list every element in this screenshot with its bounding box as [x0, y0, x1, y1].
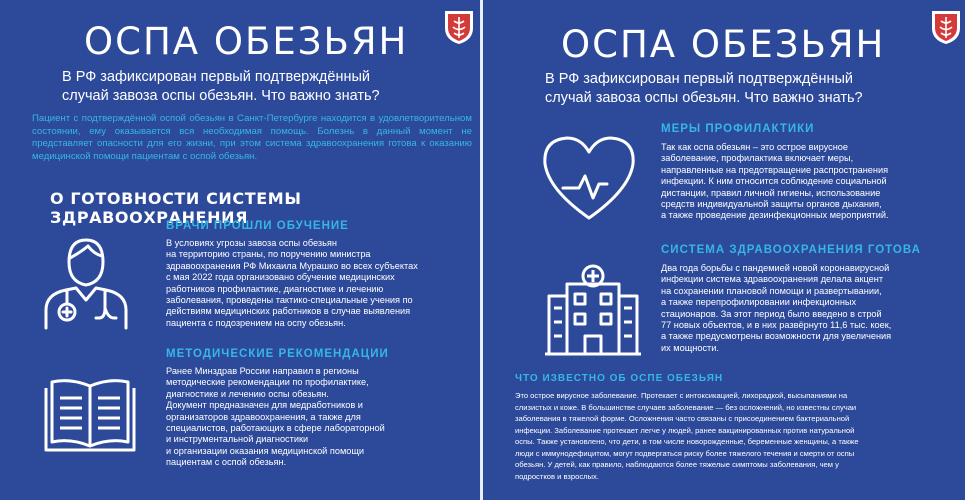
right-subtitle: В РФ зафиксирован первый подтверждённый случай завоза оспы обезьян. Что важно знать?: [545, 71, 863, 106]
ministry-emblem-icon: [441, 8, 477, 46]
prevention-text: Так как оспа обезьян – это острое вирусное заболевание, профилактика включает меры, направленные на предотвращение распространения инфекции. К ним относится соблюдение социальной дистанции, правил личной гигиены, использование средств индивидуальной защиты органов дыхания, а также проведение дезинфекционных мероприятий.: [661, 142, 889, 221]
heart-pulse-icon: [541, 132, 637, 224]
guidelines-heading: МЕТОДИЧЕСКИЕ РЕКОМЕНДАЦИИ: [166, 348, 389, 360]
known-heading: ЧТО ИЗВЕСТНО ОБ ОСПЕ ОБЕЗЬЯН: [515, 373, 724, 384]
doctor-icon: [36, 232, 136, 332]
known-text: Это острое вирусное заболевание. Протекает с интоксикацией, лихорадкой, высыпаниями на слизистых и коже. В большинстве случаев заболевание — без осложнений, но известны случаи заболевания в тяжелой форме. Осложнения часто связаны с присоединением бактериальной инфекции. Заболевание протекает легче у людей, ранее вакцинированных против натуральной оспы. Также установлено, что дети, в том числе новорожденные, беременные женщины, а также люди с иммунодефицитом, могут подвергаться риску более тяжелого течения и смерти от оспы обезьян. У детей, как правило, наблюдаются более тяжелые симптомы заболевания, чем у подростков и взрослых.: [515, 391, 859, 481]
left-panel: [0, 0, 480, 500]
system-text: Два года борьбы с пандемией новой коронавирусной инфекции система здравоохранения делала акцент на сохранении плановой помощи и развертывании, а также перепрофилировании инфекционных стационаров. За этот период было введено в строй 77 новых объектов, и в них развёрнуто 11,6 тыс. коек, а также предусмотрены возможности для увеличения их мощности.: [661, 263, 892, 353]
section-title: О ГОТОВНОСТИ СИСТЕМЫ ЗДРАВООХРАНЕНИЯ: [50, 189, 302, 227]
hospital-icon: [543, 262, 643, 358]
left-title: ОСПА ОБЕЗЬЯН: [84, 20, 409, 63]
open-book-icon: [40, 378, 140, 458]
ministry-emblem-icon: [928, 8, 964, 46]
doctors-text: В условиях угрозы завоза оспы обезьян на территорию страны, по поручению министра здравоохранения РФ Михаила Мурашко во всех субъектах с мая 2022 года организовано обучение медицинских работников профилактике, диагностике и лечению заболевания, проведены тактико-специальные учения по действиям медицинских работников в случае выявления пациента с подозрением на оспу обезьян.: [166, 238, 418, 328]
left-subtitle: В РФ зафиксирован первый подтверждённый случай завоза оспы обезьян. Что важно знать?: [62, 69, 380, 104]
doctors-heading: ВРАЧИ ПРОШЛИ ОБУЧЕНИЕ: [166, 220, 349, 232]
guidelines-text: Ранее Минздрав России направил в регионы методические рекомендации по профилактике, диагностике и лечению оспы обезьян. Документ предназначен для медработников и организаторов здравоохранения, а также для специалистов, работающих в сфере лабораторной и инструментальной диагностики и организации оказания медицинской помощи пациентам с оспой обезьян.: [166, 366, 385, 468]
right-panel: [483, 0, 965, 500]
prevention-heading: МЕРЫ ПРОФИЛАКТИКИ: [661, 123, 815, 135]
system-heading: СИСТЕМА ЗДРАВООХРАНЕНИЯ ГОТОВА: [661, 244, 921, 256]
right-title: ОСПА ОБЕЗЬЯН: [561, 23, 886, 66]
intro-text: Пациент с подтверждённой оспой обезьян в Санкт-Петербурге находится в удовлетворительном состоянии, ему оказывается вся необходимая помощь. Болезнь в данный момент не представляет опасности для его жизни, при этом система здравоохранения готова к оказанию медицинской помощи пациентам с оспой обезьян.: [32, 113, 472, 162]
